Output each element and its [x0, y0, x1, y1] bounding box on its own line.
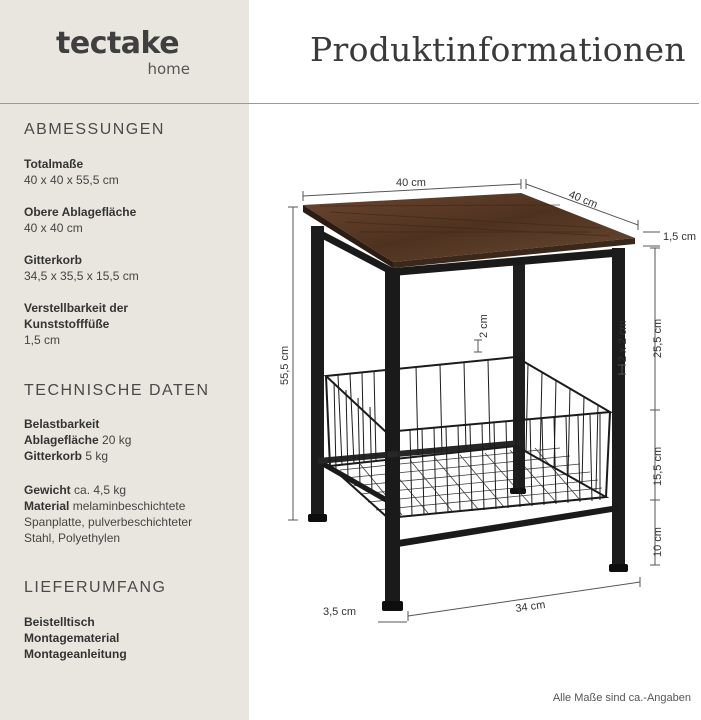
- spec-value: 5 kg: [85, 449, 109, 463]
- dim-base-width: 34 cm: [514, 598, 547, 615]
- table-legs: [308, 226, 628, 611]
- delivery-item: Montagematerial: [24, 631, 120, 645]
- spec-label: Gewicht: [24, 483, 71, 497]
- dim-total-height: 55,5 cm: [279, 345, 291, 385]
- dim-top-width: 40 cm: [396, 177, 426, 189]
- spec-label: Material: [24, 499, 70, 513]
- delivery-item: Montageanleitung: [24, 647, 127, 661]
- dim-mesh: 2 x 2 cm: [617, 320, 629, 362]
- section-title-delivery: LIEFERUMFANG: [24, 579, 167, 596]
- section-title-technical: TECHNISCHE DATEN: [24, 382, 210, 399]
- dim-upper-gap: 25,5 cm: [652, 318, 664, 358]
- wire-basket: [326, 357, 610, 518]
- brand-name: tectake: [56, 26, 180, 61]
- delivery-item: Beistelltisch: [24, 615, 95, 629]
- spec-value: 40 x 40 x 55,5 cm: [24, 173, 119, 187]
- dim-grid-spacing: 2 cm: [478, 314, 490, 338]
- spec-value: 20 kg: [102, 433, 132, 447]
- spec-value: ca. 4,5 kg: [74, 483, 127, 497]
- dim-top-thickness: 1,5 cm: [663, 231, 697, 243]
- spec-label: Gitterkorb: [24, 449, 83, 463]
- brand-sub: home: [147, 60, 190, 78]
- spec-label: Gitterkorb: [24, 253, 83, 267]
- spec-value: 1,5 cm: [24, 333, 61, 347]
- section-title-dimensions: ABMESSUNGEN: [24, 121, 165, 138]
- spec-label: Ablagefläche: [24, 433, 99, 447]
- dim-basket-height: 15,5 cm: [652, 446, 664, 486]
- page-title: Produktinformationen: [310, 30, 686, 69]
- spec-value: melaminbeschichtete Spanplatte, pulverbeschichteter Stahl, Polyethylen: [24, 499, 193, 545]
- spec-label: Belastbarkeit: [24, 417, 100, 431]
- footnote: Alle Maße sind ca.-Angaben: [552, 692, 691, 704]
- dim-floor-clearance: 10 cm: [652, 527, 664, 557]
- spec-value: 34,5 x 35,5 x 15,5 cm: [24, 269, 139, 283]
- spec-label: Totalmaße: [24, 157, 84, 171]
- dim-top-depth: 40 cm: [566, 188, 600, 212]
- spec-label: Verstellbarkeit der Kunststofffüße: [24, 301, 129, 331]
- spec-value: 40 x 40 cm: [24, 221, 83, 235]
- spec-label: Obere Ablagefläche: [24, 205, 137, 219]
- dim-leg-width: 3,5 cm: [323, 606, 357, 618]
